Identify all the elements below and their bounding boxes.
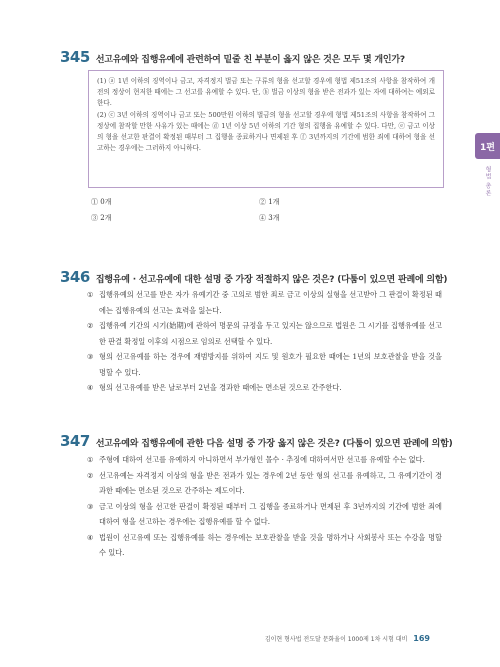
question-345 bbox=[60, 48, 455, 66]
question-346 bbox=[60, 268, 455, 286]
list-item[interactable] bbox=[87, 499, 442, 530]
option-text: 선고유예는 자격정지 이상의 형을 받은 전과가 있는 경우에 2년 동안 형의 선고를 유예하고, 그 유예기간이 경과한 때에는 면소된 것으로 간주하는 제도이다. bbox=[99, 470, 442, 495]
option-mark: ③ bbox=[87, 352, 94, 361]
option-text: 집행유예 기간의 시기(始期)에 관하여 명문의 규정을 두고 있지는 않으므로 법원은 그 시기를 집행유예를 선고한 판결 확정일 이후의 시점으로 임의로 선택할 수 있다. bbox=[99, 321, 442, 346]
option-mark: ③ bbox=[87, 501, 94, 511]
list-item[interactable] bbox=[87, 530, 442, 561]
list-item[interactable] bbox=[87, 468, 442, 499]
list-item[interactable] bbox=[87, 318, 442, 349]
option-3[interactable]: ③ 2개 bbox=[91, 214, 112, 222]
option-mark: ① bbox=[87, 290, 94, 299]
option-text: 형의 선고유예를 받은 날로부터 2년을 경과한 때에는 면소된 것으로 간주한다. bbox=[99, 383, 342, 392]
option-text: 주형에 대하여 선고를 유예하지 아니하면서 부가형인 몰수 · 추징에 대하여서만 선고를 유예할 수는 없다. bbox=[99, 455, 425, 464]
chapter-tab[interactable]: 1편 bbox=[475, 133, 500, 159]
question-number: 345 bbox=[60, 48, 90, 66]
answer-list-347 bbox=[87, 452, 442, 561]
option-mark: ④ bbox=[87, 383, 94, 392]
statement-1: (1) ⓐ 1년 이하의 징역이나 금고, 자격정지 벌금 또는 구류의 형을 선고할 경우에 형법 제51조의 사항을 참작하여 개전의 정상이 현저한 때에는 그 선고를 유예할 수 있다. 단, ⓑ 벌금 이상의 형을 받은 전과가 있는 자에 대하여는 예외로 한다. bbox=[97, 77, 435, 108]
statement-box bbox=[88, 70, 444, 188]
option-4[interactable]: ④ 3개 bbox=[259, 214, 280, 222]
question-347 bbox=[60, 432, 455, 450]
option-1[interactable]: ① 0개 bbox=[91, 198, 112, 206]
option-mark: ④ bbox=[87, 532, 94, 542]
option-text: 집행유예의 선고를 받은 자가 유예기간 중 고의로 범한 죄로 금고 이상의 실형을 선고받아 그 판결이 확정된 때에는 집행유예의 선고는 효력을 잃는다. bbox=[99, 290, 442, 315]
page-footer bbox=[265, 634, 430, 643]
option-text: 법원이 선고유예 또는 집행유예를 하는 경우에는 보호관찰을 받을 것을 명하거나 사회봉사 또는 수강을 명할 수 있다. bbox=[99, 532, 442, 557]
answer-list-346 bbox=[87, 287, 442, 396]
option-mark: ① bbox=[87, 455, 94, 464]
statement-2: (2) ⓒ 3년 이하의 징역이나 금고 또는 500만원 이하의 벌금의 형을 선고할 경우에 형법 제51조의 사항을 참작하여 그 정상에 참작할 만한 사유가 있는 때에는 ⓓ 1년 이상 5년 이하의 기간 형의 집행을 유예할 수 있다. 다만, ⓔ 금고 이상의 형을 선고한 판결이 확정된 때부터 그 집행을 종료하거나 면제된 후 ⓕ 3년까지의 기간에 범한 죄에 대하여 형을 선고하는 경우에는 그러하지 아니하다. bbox=[97, 110, 435, 153]
list-item[interactable] bbox=[87, 287, 442, 318]
footer-text: 김이현 형사법 전도달 문화율이 1000제 1차 시험 대비 bbox=[264, 636, 408, 643]
question-text: 선고유예와 집행유예에 관한 다음 설명 중 가장 옳지 않은 것은? (다툼이 있으면 판례에 의함) bbox=[95, 439, 453, 449]
question-number: 347 bbox=[60, 432, 90, 450]
question-number: 346 bbox=[60, 268, 90, 286]
list-item[interactable] bbox=[87, 380, 442, 396]
page-number: 169 bbox=[413, 634, 430, 643]
option-mark: ② bbox=[87, 470, 94, 480]
option-mark: ② bbox=[87, 321, 94, 330]
option-text: 형의 선고유예를 하는 경우에 재범방지를 위하여 지도 및 원호가 필요한 때에는 1년의 보호관찰을 받을 것을 명할 수 있다. bbox=[99, 352, 442, 377]
list-item[interactable] bbox=[87, 349, 442, 380]
chapter-label: 형법 총론 bbox=[484, 166, 491, 197]
option-2[interactable]: ② 1개 bbox=[259, 198, 280, 206]
list-item[interactable] bbox=[87, 452, 442, 468]
option-text: 금고 이상의 형을 선고한 판결이 확정된 때부터 그 집행을 종료하거나 면제된 후 3년까지의 기간에 범한 죄에 대하여 형을 선고하는 경우에는 집행유예를 할 수 없다. bbox=[99, 501, 442, 526]
question-text: 집행유예 · 선고유예에 대한 설명 중 가장 적절하지 않은 것은? (다툼이 있으면 판례에 의함) bbox=[95, 275, 448, 285]
question-text: 선고유예와 집행유예에 관련하여 밑줄 친 부분이 옳지 않은 것은 모두 몇 개인가? bbox=[95, 55, 405, 65]
